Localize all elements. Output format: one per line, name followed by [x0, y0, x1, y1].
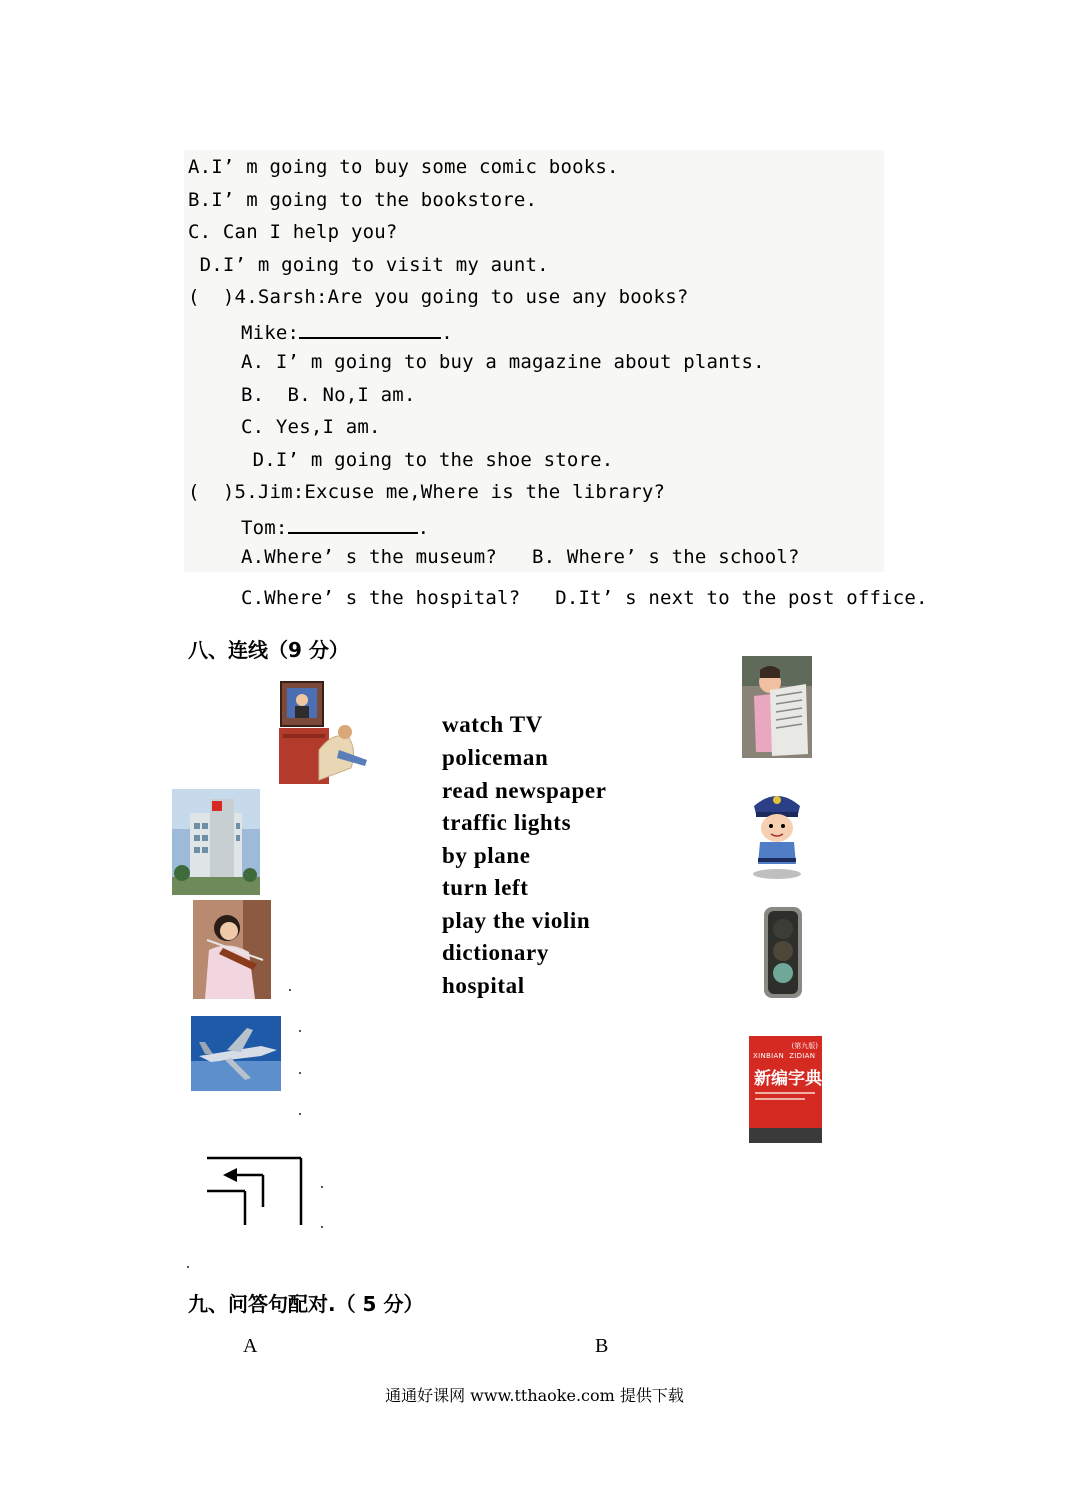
- cartoon-policeman-picture[interactable]: [748, 784, 806, 880]
- word-watch-tv: watch TV: [442, 712, 543, 737]
- stray-dot: [299, 1072, 301, 1074]
- dictionary-bottom-band: [749, 1128, 822, 1143]
- stray-dot: [289, 989, 291, 991]
- section9-title: 九、问答句配对.（ 5 分）: [188, 1292, 424, 1316]
- word-dictionary: dictionary: [442, 940, 549, 965]
- footer-source: 通通好课网 www.tthaoke.com 提供下载: [385, 1386, 684, 1405]
- q3-option-a: A.I’ m going to buy some comic books.: [188, 156, 619, 178]
- q5-prompt: ( )5.Jim:Excuse me,Where is the library?: [188, 481, 666, 503]
- dictionary-rule: [755, 1098, 805, 1100]
- q5-speaker: Tom:: [241, 517, 288, 539]
- tv-watching-picture[interactable]: [279, 680, 369, 784]
- q4-speaker: Mike:: [241, 322, 300, 344]
- dictionary-title: 新编字典: [754, 1069, 822, 1089]
- stray-dot: [299, 1030, 301, 1032]
- jet-plane-picture[interactable]: [191, 1016, 281, 1091]
- q5-blank[interactable]: [288, 512, 418, 534]
- q4-blank[interactable]: [299, 317, 441, 339]
- section8-title: 八、连线（9 分）: [188, 638, 349, 662]
- dictionary-rule: [755, 1092, 815, 1094]
- word-turn-left: turn left: [442, 875, 529, 900]
- q4-option-c: C. Yes,I am.: [241, 416, 381, 438]
- stray-dot: [299, 1113, 301, 1115]
- q3-option-d: D.I’ m going to visit my aunt.: [188, 254, 549, 276]
- dictionary-pinyin: XINBIAN ZIDIAN: [753, 1052, 816, 1060]
- q4-option-d: D.I’ m going to the shoe store.: [241, 449, 614, 471]
- turn-left-sign[interactable]: [205, 1155, 305, 1227]
- dictionary-picture[interactable]: [749, 1036, 822, 1143]
- q4-answer-line: Mike: .: [241, 317, 453, 346]
- q5-options-ab: A.Where’ s the museum? B. Where’ s the school?: [241, 546, 800, 568]
- traffic-light-picture[interactable]: [760, 905, 806, 1000]
- q4-prompt: ( )4.Sarsh:Are you going to use any books?: [188, 286, 689, 308]
- q3-option-c: C. Can I help you?: [188, 221, 398, 243]
- column-b-label: B: [595, 1335, 609, 1357]
- word-policeman: policeman: [442, 745, 549, 770]
- stray-dot: [187, 1266, 189, 1268]
- q3-option-b: B.I’ m going to the bookstore.: [188, 189, 538, 211]
- q5-options-cd: C.Where’ s the hospital? D.It’ s next to the post office.: [241, 587, 928, 609]
- hospital-building-picture[interactable]: [172, 789, 260, 895]
- column-a-label: A: [243, 1335, 258, 1357]
- word-play-violin: play the violin: [442, 908, 591, 933]
- stray-dot: [321, 1186, 323, 1188]
- girl-with-newspaper-picture[interactable]: [742, 656, 812, 758]
- q4-option-a: A. I’ m going to buy a magazine about plants.: [241, 351, 765, 373]
- dictionary-edition: (第九版): [791, 1042, 818, 1050]
- word-traffic-lights: traffic lights: [442, 810, 572, 835]
- violin-girl-picture[interactable]: [193, 900, 271, 999]
- word-read-newspaper: read newspaper: [442, 778, 607, 803]
- stray-dot: [321, 1226, 323, 1228]
- word-hospital: hospital: [442, 973, 525, 998]
- word-by-plane: by plane: [442, 843, 531, 868]
- q5-answer-line: Tom: .: [241, 512, 429, 541]
- q4-option-b: B. B. No,I am.: [241, 384, 416, 406]
